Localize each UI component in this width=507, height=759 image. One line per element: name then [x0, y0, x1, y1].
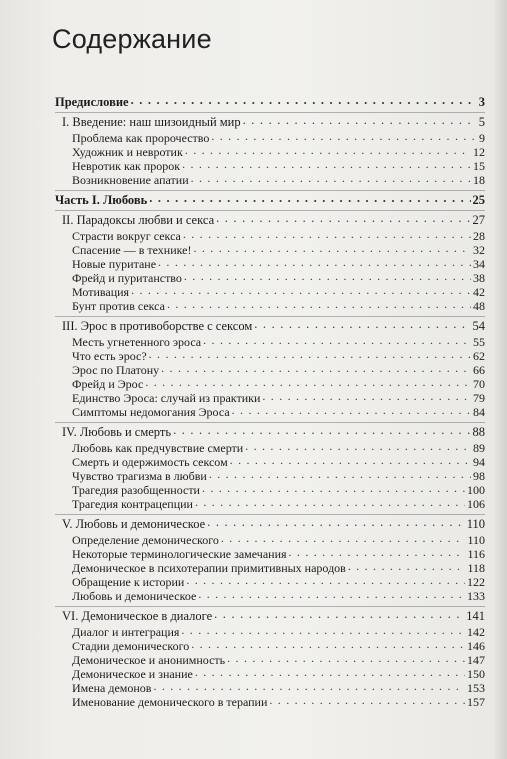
- toc-entry-title: Предисловие: [55, 95, 129, 109]
- dot-leader: [167, 300, 471, 310]
- toc-entry-page: 146: [467, 639, 485, 653]
- toc-entry-title: Фрейд и Эрос: [72, 377, 144, 391]
- toc-entry: [72, 640, 485, 653]
- dot-leader: [198, 590, 465, 600]
- toc-entry: [72, 286, 485, 299]
- toc-entry: [55, 96, 485, 109]
- page-title: Содержание: [52, 24, 212, 54]
- dot-leader: [191, 174, 471, 184]
- toc-entry: [72, 132, 485, 145]
- toc-entry: [72, 456, 485, 469]
- toc-entry: [72, 590, 485, 603]
- toc-entry-page: 118: [467, 561, 485, 575]
- toc-entry-title: Художник и невротик: [72, 145, 183, 159]
- toc-entry-page: 110: [467, 533, 485, 547]
- toc-entry-title: Мотивация: [72, 285, 130, 299]
- section-divider: [55, 514, 485, 515]
- section-divider: [55, 210, 485, 211]
- dot-leader: [227, 654, 465, 664]
- toc-entry-page: 32: [473, 243, 485, 257]
- toc-entry: [72, 392, 485, 405]
- toc-entry-page: 94: [473, 455, 485, 469]
- toc-entry-page: 12: [473, 145, 485, 159]
- dot-leader: [183, 230, 471, 240]
- page-edge-shadow: [493, 0, 507, 759]
- toc-entry-title: Трагедия контрацепции: [72, 497, 193, 511]
- toc-entry-page: 15: [473, 159, 485, 173]
- dot-leader: [131, 286, 471, 296]
- toc-entry-page: 25: [472, 193, 485, 207]
- section-divider: [55, 316, 485, 317]
- dot-leader: [262, 392, 471, 402]
- toc-entry: [62, 320, 485, 333]
- dot-leader: [202, 484, 465, 494]
- section-divider: [55, 606, 485, 607]
- toc-entry-page: 106: [467, 497, 485, 511]
- toc-entry-page: 150: [467, 667, 485, 681]
- toc-entry: [72, 230, 485, 243]
- toc-entry-page: 5: [478, 115, 485, 129]
- dot-leader: [173, 426, 470, 436]
- dot-leader: [221, 534, 466, 544]
- toc-entry: [72, 470, 485, 483]
- dot-leader: [269, 696, 465, 706]
- toc-entry: [62, 214, 485, 227]
- dot-leader: [254, 320, 470, 330]
- dot-leader: [158, 258, 471, 268]
- dot-leader: [195, 668, 465, 678]
- dot-leader: [161, 364, 471, 374]
- toc-entry-title: Стадии демонического: [72, 639, 190, 653]
- toc-entry-title: Любовь как предчувствие смерти: [72, 441, 244, 455]
- dot-leader: [207, 518, 465, 528]
- toc-entry-page: 79: [473, 391, 485, 405]
- toc-entry-page: 9: [479, 131, 485, 145]
- dot-leader: [184, 272, 471, 282]
- toc-entry-page: 110: [466, 517, 485, 531]
- dot-leader: [211, 132, 477, 142]
- dot-leader: [214, 610, 464, 620]
- toc-entry-title: II. Парадоксы любви и секса: [62, 213, 215, 227]
- dot-leader: [194, 244, 472, 254]
- toc-entry-page: 18: [473, 173, 485, 187]
- toc-entry-title: Смерть и одержимость сексом: [72, 455, 228, 469]
- toc-entry-title: V. Любовь и демоническое: [62, 517, 206, 531]
- toc-entry-title: Именование демонического в терапии: [72, 695, 268, 709]
- toc-entry: [62, 116, 485, 129]
- dot-leader: [182, 160, 471, 170]
- toc-entry-title: Чувство трагизма в любви: [72, 469, 207, 483]
- toc-entry-title: Имена демонов: [72, 681, 152, 695]
- toc-entry-title: III. Эрос в противоборстве с сексом: [62, 319, 253, 333]
- toc-entry: [62, 426, 485, 439]
- toc-entry-title: Демоническое и анонимность: [72, 653, 226, 667]
- dot-leader: [232, 406, 471, 416]
- section-divider: [55, 190, 485, 191]
- toc-entry-title: Обращение к истории: [72, 575, 185, 589]
- toc-entry-page: 133: [467, 589, 485, 603]
- toc-entry: [72, 146, 485, 159]
- dot-leader: [149, 194, 470, 204]
- toc-entry: [62, 518, 485, 531]
- dot-leader: [191, 640, 465, 650]
- toc-entry-page: 38: [473, 271, 485, 285]
- dot-leader: [181, 626, 465, 636]
- toc-entry-title: Новые пуритане: [72, 257, 157, 271]
- dot-leader: [203, 336, 471, 346]
- toc-entry: [72, 378, 485, 391]
- dot-leader: [131, 96, 477, 106]
- toc-entry: [72, 498, 485, 511]
- toc-entry-title: Демоническое в психотерапии примитивных народов: [72, 561, 346, 575]
- toc-entry-title: Возникновение апатии: [72, 173, 189, 187]
- toc-entry-page: 89: [473, 441, 485, 455]
- toc-entry: [72, 258, 485, 271]
- toc-entry: [72, 244, 485, 257]
- toc-entry: [72, 654, 485, 667]
- toc-entry-title: Бунт против секса: [72, 299, 165, 313]
- toc-entry-page: 34: [473, 257, 485, 271]
- toc-entry: [72, 406, 485, 419]
- toc-entry-page: 28: [473, 229, 485, 243]
- toc-entry-title: Трагедия разобщенности: [72, 483, 200, 497]
- toc-entry-page: 153: [467, 681, 485, 695]
- toc-entry-title: Некоторые терминологические замечания: [72, 547, 287, 561]
- toc-entry-title: Часть I. Любовь: [55, 193, 148, 207]
- toc-entry-page: 62: [473, 349, 485, 363]
- dot-leader: [209, 470, 471, 480]
- toc-entry-title: Эрос по Платону: [72, 363, 160, 377]
- toc-entry: [72, 534, 485, 547]
- dot-leader: [216, 214, 470, 224]
- toc-entry: [62, 610, 485, 623]
- toc-entry-page: 27: [472, 213, 485, 227]
- toc-entry-page: 88: [472, 425, 485, 439]
- toc-entry-page: 157: [467, 695, 485, 709]
- toc-entry-title: IV. Любовь и смерть: [62, 425, 172, 439]
- toc-entry-page: 66: [473, 363, 485, 377]
- toc-entry-page: 122: [467, 575, 485, 589]
- toc-entry: [72, 174, 485, 187]
- toc-entry: [72, 548, 485, 561]
- toc-entry-title: Фрейд и пуританство: [72, 271, 182, 285]
- toc-entry-page: 84: [473, 405, 485, 419]
- toc-entry: [72, 272, 485, 285]
- toc-entry: [72, 562, 485, 575]
- toc-entry-title: Демоническое и знание: [72, 667, 193, 681]
- toc-entry: [55, 194, 485, 207]
- toc-entry: [72, 300, 485, 313]
- dot-leader: [230, 456, 471, 466]
- toc-entry-title: Невротик как пророк: [72, 159, 181, 173]
- toc-entry-page: 70: [473, 377, 485, 391]
- toc-entry-page: 48: [473, 299, 485, 313]
- dot-leader: [186, 576, 465, 586]
- dot-leader: [289, 548, 466, 558]
- dot-leader: [195, 498, 465, 508]
- toc-entry-title: VI. Демоническое в диалоге: [62, 609, 213, 623]
- toc-entry-title: Что есть эрос?: [72, 349, 147, 363]
- toc-entry-page: 142: [467, 625, 485, 639]
- dot-leader: [243, 116, 477, 126]
- toc-entry-page: 42: [473, 285, 485, 299]
- toc-entry-title: Диалог и интеграция: [72, 625, 180, 639]
- toc-entry: [72, 350, 485, 363]
- toc-entry-title: Спасение — в технике!: [72, 243, 192, 257]
- dot-leader: [245, 442, 471, 452]
- toc-entry-page: 3: [478, 95, 485, 109]
- toc-entry-title: Симптомы недомогания Эроса: [72, 405, 230, 419]
- dot-leader: [149, 350, 471, 360]
- toc-entry-title: I. Введение: наш шизоидный мир: [62, 115, 241, 129]
- toc-entry-page: 147: [467, 653, 485, 667]
- toc-entry-title: Страсти вокруг секса: [72, 229, 181, 243]
- toc-entry-page: 141: [466, 609, 485, 623]
- toc-entry-page: 100: [467, 483, 485, 497]
- toc-entry-page: 116: [467, 547, 485, 561]
- section-divider: [55, 422, 485, 423]
- toc-entry: [72, 160, 485, 173]
- toc-entry-page: 55: [473, 335, 485, 349]
- dot-leader: [348, 562, 466, 572]
- dot-leader: [153, 682, 465, 692]
- dot-leader: [185, 146, 471, 156]
- toc-entry: [72, 668, 485, 681]
- toc-entry-title: Проблема как пророчество: [72, 131, 210, 145]
- toc-entry-page: 54: [472, 319, 485, 333]
- toc-entry: [72, 696, 485, 709]
- toc-entry-page: 98: [473, 469, 485, 483]
- section-divider: [55, 112, 485, 113]
- toc-entry-title: Единство Эроса: случай из практики: [72, 391, 261, 405]
- toc-entry: [72, 364, 485, 377]
- toc-entry: [72, 682, 485, 695]
- toc-entry: [72, 576, 485, 589]
- toc-entry: [72, 336, 485, 349]
- toc-entry: [72, 626, 485, 639]
- toc-entry-title: Определение демонического: [72, 533, 219, 547]
- toc-entry-title: Месть угнетенного эроса: [72, 335, 202, 349]
- toc-entry: [72, 442, 485, 455]
- toc-entry: [72, 484, 485, 497]
- toc-entry-title: Любовь и демоническое: [72, 589, 197, 603]
- dot-leader: [145, 378, 471, 388]
